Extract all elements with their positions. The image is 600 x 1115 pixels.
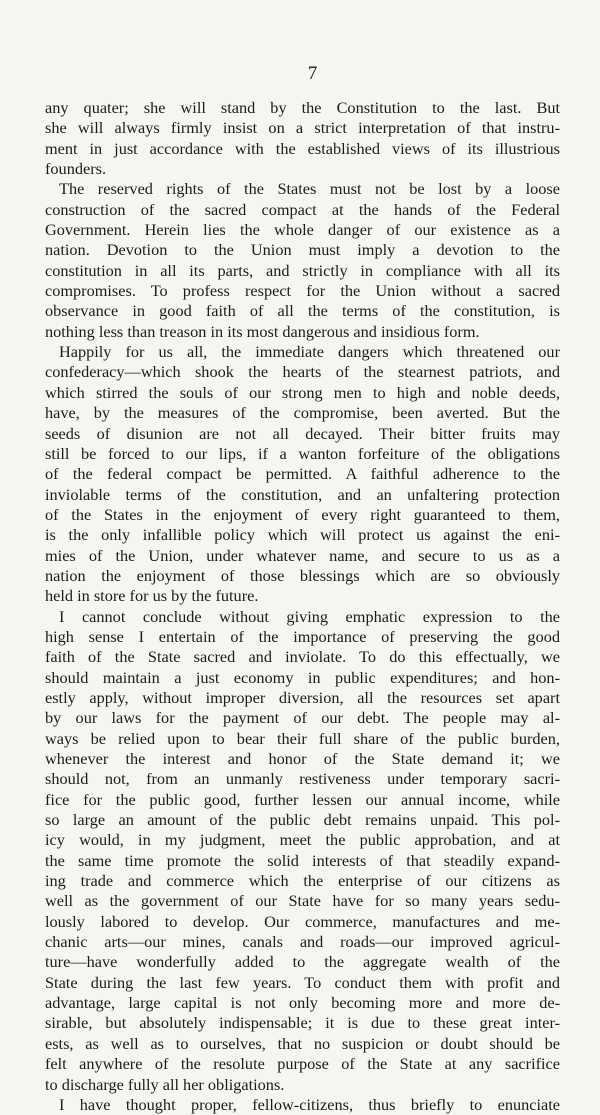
text-line: constitution in all its parts, and strictly in compliance with all its bbox=[45, 260, 560, 280]
text-line: by our laws for the payment of our debt. The people may al- bbox=[45, 708, 560, 728]
page-number: 7 bbox=[307, 63, 318, 84]
text-line: she will always firmly insist on a strict interpretation of that instru- bbox=[45, 118, 560, 138]
text-line: compromises. To profess respect for the Union without a sacred bbox=[45, 281, 560, 301]
text-line: of the federal compact be permitted. A faithful adherence to the bbox=[45, 464, 560, 484]
text-line: of the States in the enjoyment of every right guaranteed to them, bbox=[45, 504, 560, 524]
text-line: faith of the State sacred and inviolate. To do this effectually, we bbox=[45, 647, 560, 667]
text-line: Happily for us all, the immediate dangers which threatened our bbox=[59, 342, 560, 362]
text-line: still be forced to our lips, if a wanton forfeiture of the obligations bbox=[45, 443, 560, 463]
text-line: ture—have wonderfully added to the aggregate wealth of the bbox=[45, 952, 560, 972]
text-line: should not, from an unmanly restiveness under temporary sacri- bbox=[45, 769, 560, 789]
text-line: nation the enjoyment of those blessings which are so obviously bbox=[45, 565, 560, 585]
text-line: seeds of disunion are not all decayed. Their bitter fruits may bbox=[45, 423, 560, 443]
text-line: fice for the public good, further lessen our annual income, while bbox=[45, 789, 560, 809]
text-line: any quater; she will stand by the Constitution to the last. But bbox=[45, 98, 560, 117]
text-line: ests, as well as to ourselves, that no suspicion or doubt should be bbox=[45, 1033, 560, 1053]
text-line: well as the government of our State have for so many years sedu- bbox=[45, 891, 560, 911]
text-line: nothing less than treason in its most dangerous and insidious form. bbox=[45, 321, 480, 341]
text-line: to discharge fully all her obligations. bbox=[45, 1074, 285, 1094]
text-line: confederacy—which shook the hearts of the stearnest patriots, and bbox=[45, 362, 560, 382]
text-line: I cannot conclude without giving emphatic expression to the bbox=[59, 606, 560, 626]
text-line: ing trade and commerce which the enterprise of our citizens as bbox=[45, 871, 560, 891]
text-line: Government. Herein lies the whole danger of our existence as a bbox=[45, 220, 560, 240]
text-line: founders. bbox=[45, 159, 107, 179]
text-line: felt anywhere of the resolute purpose of the State at any sacrifice bbox=[45, 1054, 560, 1074]
text-line: advantage, large capital is not only becoming more and more de- bbox=[45, 993, 560, 1013]
text-line: construction of the sacred compact at the hands of the Federal bbox=[45, 199, 560, 219]
text-line: the same time promote the solid interests of that steadily expand- bbox=[45, 850, 560, 870]
text-line: icy would, in my judgment, meet the public approbation, and at bbox=[45, 830, 560, 850]
text-line: I have thought proper, fellow-citizens, thus briefly to enunciate bbox=[59, 1094, 560, 1114]
text-line: observance in good faith of all the terms of the constitution, is bbox=[45, 301, 560, 321]
text-line: have, by the measures of the compromise, been averted. But the bbox=[45, 403, 560, 423]
text-line: ment in just accordance with the established views of its illustrious bbox=[45, 138, 560, 158]
text-line: high sense I entertain of the importance of preserving the good bbox=[45, 626, 560, 646]
text-line: estly apply, without improper diversion, all the resources set apart bbox=[45, 687, 560, 707]
text-line: held in store for us by the future. bbox=[45, 586, 259, 606]
text-line: whenever the interest and honor of the State demand it; we bbox=[45, 749, 560, 768]
text-line: so large an amount of the public debt remains unpaid. This pol- bbox=[45, 810, 560, 830]
text-line: ways be relied upon to bear their full share of the public burden, bbox=[45, 728, 560, 748]
text-line: inviolable terms of the constitution, and an unfaltering protection bbox=[45, 484, 560, 504]
text-line: The reserved rights of the States must not be lost by a loose bbox=[59, 179, 560, 199]
text-line: nation. Devotion to the Union must imply a devotion to the bbox=[45, 240, 560, 260]
text-line: sirable, but absolutely indispensable; it is due to these great inter- bbox=[45, 1013, 560, 1033]
text-line: chanic arts—our mines, canals and roads—our improved agricul- bbox=[45, 932, 560, 952]
text-line: lously labored to develop. Our commerce, manufactures and me- bbox=[45, 911, 560, 931]
text-line: is the only infallible policy which will protect us against the eni- bbox=[45, 525, 560, 545]
text-line: mies of the Union, under whatever name, and secure to us as a bbox=[45, 545, 560, 565]
body-text bbox=[45, 98, 560, 1115]
text-line: should maintain a just economy in public expenditures; and hon- bbox=[45, 667, 560, 687]
text-line: which stirred the souls of our strong men to high and noble deeds, bbox=[45, 382, 560, 402]
text-line: State during the last few years. To conduct them with profit and bbox=[45, 972, 560, 992]
